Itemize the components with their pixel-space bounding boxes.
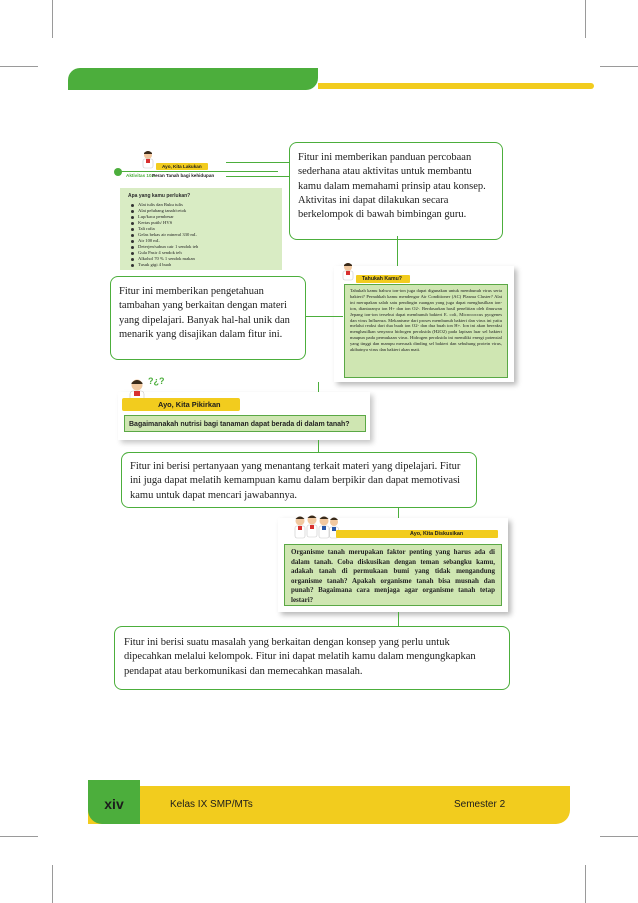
pikirkan-badge: Ayo, Kita Pikirkan [122, 398, 240, 411]
material-item: Alat pelubang tanah/cetok [138, 208, 198, 214]
tahukah-text: Tahukah kamu bahwa ion-ion juga dapat digunakan untuk membunuh virus serta bakteri? Pernahkah kamu mendengar Air Conditioner (AC) Plasma Cluster? Alat ini merupakan salah satu pendingin ruangan yang juga dapat menghasilkan ion-ion, diantaranya ion H+ dan ion O2-. Berdasarkan hasil penelitian oleh ilmuwan Jepang ion-ion tersebut dapat membunuh bakteri E. coli, Micrococcus pyogenes dan virus Influenza. Mekanisme dari proses membunuh bakteri dan virus ini yaitu melalui reaksi dari dua buah ion O2- dan dua buah ion H+. Ion ini akan bereaksi menghasilkan senyawa hidrogen peroksida (H2O2) pada lapisan luar sel bakteri maupun pada permukaan virus. Hidrogen peroksida ini memiliki energi potensial yang tinggi dan mampu merusak dinding sel bakteri dan sebuhung protein virus, akibatnya virus dan bakteri akan mati. [344, 284, 508, 378]
material-item: Alat tulis dan Buku tulis [138, 202, 198, 208]
student-icon [340, 262, 356, 282]
pikirkan-question: Bagaimanakah nutrisi bagi tanaman dapat berada di dalam tanah? [124, 415, 366, 432]
footer-class: Kelas IX SMP/MTs [170, 799, 253, 810]
diskusikan-card [278, 518, 508, 612]
diskusikan-text: Organisme tanah merupakan faktor penting yang harus ada di dalam tanah. Coba diskusikan dengan teman sebangku kamu, adakah tanah di permukaan bumi yang tidak mengandung organisme tanah? Apakah organisme tanah bisa musnah dan punah? Bagaimana cara menjaga agar organisme tanah tetap lestari? [284, 544, 502, 606]
header-yellow-line [318, 83, 594, 89]
connector-line [397, 236, 398, 266]
material-item: Kertas putih/ HVS [138, 220, 198, 226]
student-icon [140, 150, 156, 170]
callout-activity: Fitur ini memberikan panduan percobaan sederhana atau aktivitas untuk membantu kamu dalam memahami prinsip atau konsep. Aktivitas ini dapat dilakukan secara berkelompok di bawah bimbingan guru. [289, 142, 503, 240]
material-item: Air 100 mL [138, 238, 198, 244]
diskusikan-badge: Ayo, Kita Diskusikan [336, 530, 498, 538]
header-green-bar [68, 68, 318, 90]
activity-badge: Ayo, Kita Lakukan [156, 163, 208, 170]
material-item: Tali rafia [138, 226, 198, 232]
connector-line [226, 162, 290, 163]
connector-line [398, 612, 399, 626]
crop-mark [585, 0, 586, 38]
question-marks: ?¿? [148, 376, 165, 386]
crop-mark [0, 66, 38, 67]
activity-card [112, 152, 284, 270]
material-item: Tusuk gigi 4 buah [138, 262, 198, 268]
material-item: Deterjen/sabun cair 1 sendok teh [138, 244, 199, 249]
connector-line [318, 440, 319, 452]
crop-mark [600, 66, 638, 67]
page-number: xiv [104, 796, 124, 812]
material-item: Gelas bekas air mineral 330 mL [138, 232, 197, 237]
crop-mark [0, 836, 38, 837]
callout-pikirkan: Fitur ini berisi pertanyaan yang menantang terkait materi yang dipelajari. Fitur ini juga dapat melatih kemampuan kamu dalam berpikir dan dapat memotivasi kamu untuk dapat mencari jawabannya. [121, 452, 477, 508]
tahukah-badge: Tahukah Kamu? [356, 275, 410, 283]
crop-mark [585, 865, 586, 903]
callout-diskusikan: Fitur ini berisi suatu masalah yang berkaitan dengan konsep yang perlu untuk dipecahkan melalui kelompok. Fitur ini dapat melatih kamu dalam mengungkapkan pendapat atau berkomunikasi dan memecahkan masalah. [114, 626, 510, 690]
crop-mark [52, 865, 53, 903]
connector-line [304, 316, 334, 317]
material-item: Lup/kaca pembesar [138, 214, 198, 220]
activity-dot [114, 168, 122, 176]
students-group-icon [292, 514, 340, 542]
activity-label: Aktivitas 10.1 [126, 173, 156, 178]
connector-line [398, 508, 399, 518]
pikirkan-card [118, 376, 370, 440]
crop-mark [52, 0, 53, 38]
crop-mark [600, 836, 638, 837]
footer-semester: Semester 2 [454, 799, 506, 810]
material-item: Alkohol 70 % 1 sendok makan [138, 256, 198, 262]
material-item: Gula Pasir 4 sendok teh [138, 250, 198, 256]
callout-tahukah: Fitur ini memberikan pengetahuan tambahan yang berkaitan dengan materi yang dipelajari. Banyak hal-hal unik dan menarik yang disajikan dalam fitur ini. [110, 276, 306, 360]
materials-list [128, 202, 198, 268]
materials-heading: Apa yang kamu perlukan? [128, 193, 191, 199]
tahukah-card [334, 266, 514, 382]
materials-box [120, 188, 282, 270]
connector-line [333, 316, 343, 317]
connector-line [226, 176, 290, 177]
activity-title: Peran Tanah bagi kehidupan [152, 173, 215, 178]
